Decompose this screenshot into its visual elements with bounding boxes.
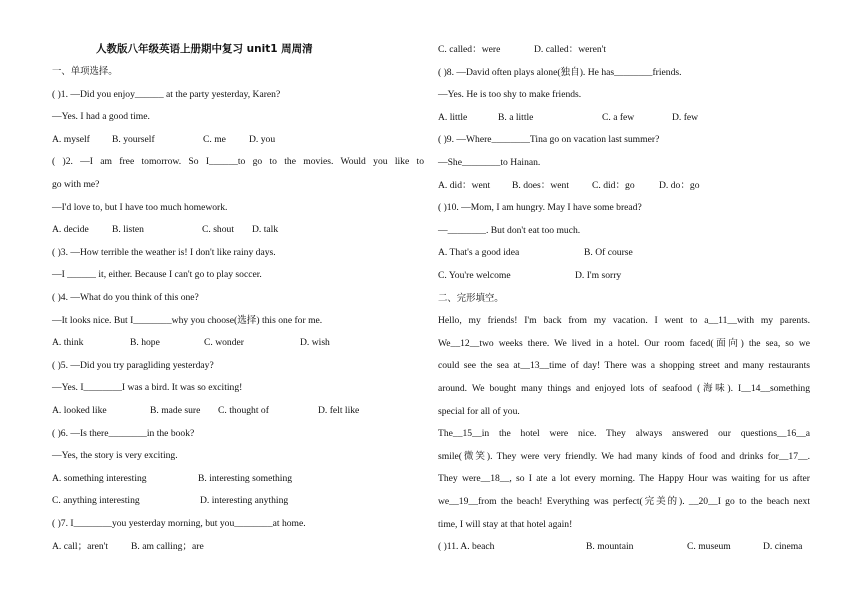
option-text: D. called：weren't — [534, 44, 607, 55]
options-row — [52, 405, 378, 417]
option-text: A. myself — [52, 133, 90, 145]
option-text: C. wonder — [204, 337, 244, 349]
text-line: —________. But don't eat too much. — [438, 224, 581, 236]
option-text: B. does：went — [512, 179, 570, 191]
text-line: ( )1. —Did you enjoy______ at the party yesterday, Karen? — [52, 88, 281, 100]
option-text: C. a few — [602, 111, 635, 123]
option-text: B. interesting something — [198, 472, 293, 484]
text-line: we__19__from the beach! Everything was perfect(完美的). __20__I go to the beach next — [438, 496, 810, 507]
text-line: ( )10. —Mom, I am hungry. May I have some bread? — [438, 202, 642, 214]
option-text: B. listen — [112, 224, 144, 236]
option-text: C. shout — [202, 224, 234, 236]
section-heading: 二、完形填空。 — [438, 292, 504, 304]
text-line: —I ______ it, either. Because I can't go to play soccer. — [52, 269, 262, 281]
option-text: A. something interesting — [52, 472, 147, 484]
text-line: They were__18__, so I ate a lot every morning. The Happy Hour was waiting for us after — [438, 473, 810, 485]
text-line: time, I will stay at that hotel again! — [438, 518, 573, 530]
options-row — [52, 134, 299, 146]
option-text: B. made sure — [150, 405, 201, 416]
option-text: D. interesting anything — [200, 495, 289, 507]
option-text: D. do：go — [659, 179, 700, 191]
text-line: ( )2. —I am free tomorrow. So I______to go to the movies. Would you like to — [52, 156, 424, 168]
options-row — [438, 270, 675, 282]
text-line: The__15__in the hotel were nice. They always answered our questions__16__a — [438, 428, 810, 440]
text-line: —I'd love to, but I have too much homework. — [52, 201, 228, 213]
option-text: D. talk — [252, 224, 279, 236]
options-row — [438, 44, 634, 56]
option-text: A. did：went — [438, 179, 491, 191]
document-title: 人教版八年级英语上册期中复习 unit1 周周清 — [96, 43, 313, 55]
option-text: C. called：were — [438, 44, 501, 55]
options-row — [438, 541, 813, 553]
text-line: —Yes. I________I was a bird. It was so exciting! — [52, 382, 243, 394]
option-text: A. looked like — [52, 405, 107, 416]
options-row — [438, 180, 709, 192]
text-line: —Yes. He is too shy to make friends. — [438, 89, 582, 101]
option-text: B. a little — [498, 111, 534, 123]
option-text: D. felt like — [318, 405, 360, 416]
option-text: D. wish — [300, 337, 330, 349]
option-text: D. cinema — [763, 541, 803, 553]
option-text: B. mountain — [586, 541, 634, 553]
text-line: ( )9. —Where________Tina go on vacation last summer? — [438, 134, 660, 146]
option-text: A. think — [52, 337, 84, 349]
text-line: We__12__two weeks there. We lived in a hotel. Our room faced(面向) the sea, so we — [438, 337, 810, 349]
option-text: D. few — [672, 111, 699, 123]
options-row — [52, 495, 320, 507]
option-text: A. little — [438, 111, 468, 123]
option-text: C. thought of — [218, 405, 269, 416]
option-text: B. hope — [130, 337, 160, 349]
option-text: B. yourself — [112, 133, 155, 145]
text-line: Hello, my friends! I'm back from my vacation. I went to a__11__with my parents. — [438, 315, 810, 327]
text-line: around. We bought many things and enjoyed lots of seafood (海味). I__14__something — [438, 383, 810, 394]
text-line: ( )7. I________you yesterday morning, but you________at home. — [52, 518, 306, 529]
option-text: A. call；aren't — [52, 540, 109, 552]
text-line: go with me? — [52, 179, 100, 190]
text-line: special for all of you. — [438, 405, 520, 417]
options-row — [52, 337, 350, 349]
options-row — [438, 112, 722, 124]
text-line: —She________to Hainan. — [438, 157, 541, 168]
text-line: —Yes, the story is very exciting. — [52, 450, 178, 462]
section-heading: 一、单项选择。 — [52, 66, 118, 77]
option-text: C. did：go — [592, 179, 635, 191]
option-text: C. museum — [687, 541, 731, 553]
text-line: —Yes. I had a good time. — [52, 111, 150, 123]
option-text: A. decide — [52, 224, 89, 236]
text-line: smile(微笑). They were very friendly. We had many kinds of food and drinks for__17__. — [438, 450, 810, 462]
option-text: B. am calling；are — [131, 540, 204, 552]
text-line: ( )4. —What do you think of this one? — [52, 292, 199, 303]
option-text: B. Of course — [584, 247, 633, 259]
text-line: ( )6. —Is there________in the book? — [52, 427, 195, 439]
text-line: ( )5. —Did you try paragliding yesterday? — [52, 359, 214, 371]
option-text: C. me — [203, 133, 226, 145]
options-row — [438, 247, 684, 259]
option-text: ( )11. A. beach — [438, 541, 495, 553]
text-line: ( )3. —How terrible the weather is! I don't like rainy days. — [52, 246, 276, 258]
text-line: ( )8. —David often plays alone(独自). He has________friends. — [438, 66, 682, 78]
text-line: could see the sea at__13__time of day! There was a shopping street and many restaurants — [438, 360, 810, 372]
options-row — [52, 224, 302, 236]
text-line: —It looks nice. But I________why you choose(选择) this one for me. — [52, 314, 323, 326]
option-text: A. That's a good idea — [438, 247, 520, 259]
options-row — [52, 541, 241, 553]
option-text: C. You're welcome — [438, 270, 511, 281]
option-text: D. I'm sorry — [575, 270, 622, 281]
options-row — [52, 473, 318, 485]
option-text: D. you — [249, 133, 276, 145]
option-text: C. anything interesting — [52, 495, 140, 507]
